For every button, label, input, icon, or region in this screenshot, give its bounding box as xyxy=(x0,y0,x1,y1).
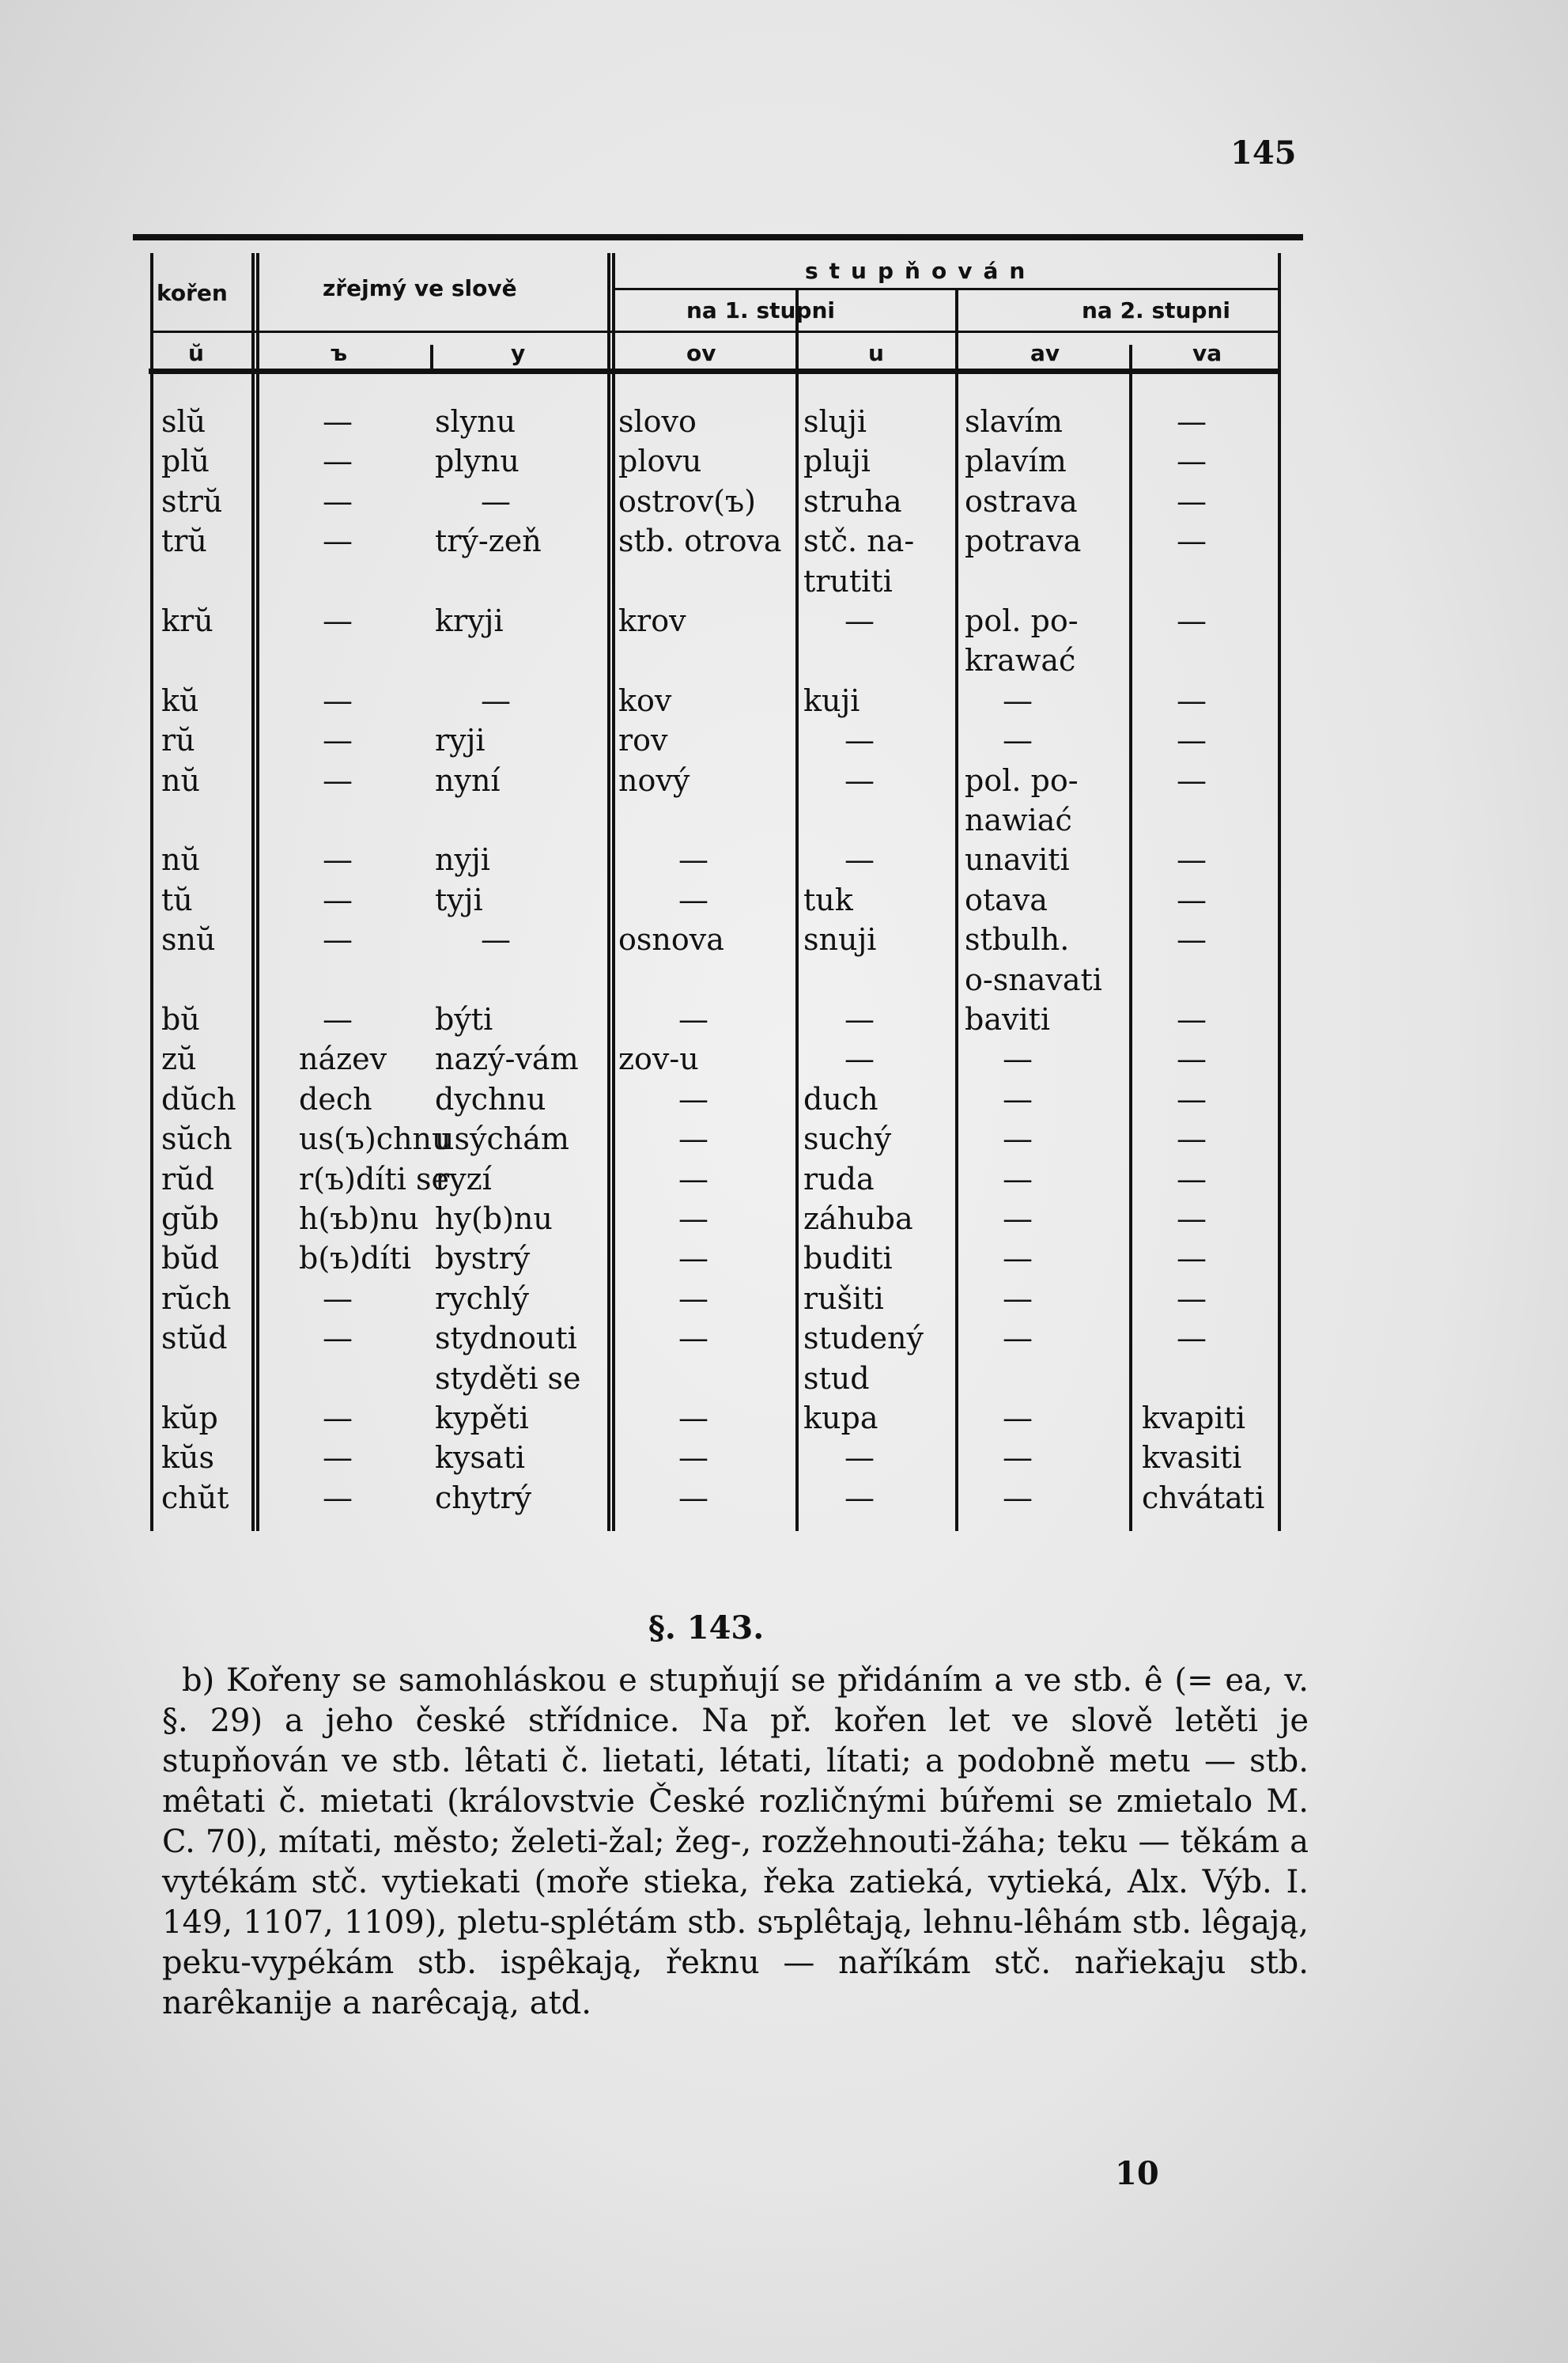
cell-va-form: — xyxy=(1177,1081,1207,1117)
cell-va-form: — xyxy=(1177,524,1207,559)
cell-root: nŭ xyxy=(161,842,200,878)
cell-y-form: usýchám xyxy=(435,1121,569,1157)
cell-u-form: suchý xyxy=(803,1121,892,1157)
cell-root: rŭch xyxy=(161,1280,232,1316)
cell-va-form: — xyxy=(1177,682,1207,718)
cell-yer: — xyxy=(323,1480,353,1515)
cell-av-form: — xyxy=(1003,1401,1033,1435)
cell-yer: h(ъb)nu xyxy=(299,1201,419,1236)
cell-av-form: — xyxy=(1003,1161,1033,1197)
cell-root: rŭd xyxy=(161,1161,214,1197)
cell-ov-form: — xyxy=(678,1480,708,1515)
cell-u-form: duch xyxy=(803,1081,878,1117)
cell-av-form: o-snavati xyxy=(965,962,1102,997)
cell-yer: — xyxy=(323,404,353,439)
cell-u-form: trutiti xyxy=(803,563,893,599)
section-title: §. 143. xyxy=(648,1609,765,1647)
cell-y-form: hy(b)nu xyxy=(435,1201,553,1236)
table-left-border xyxy=(150,253,153,1531)
table-top-rule xyxy=(133,234,1303,240)
cell-av-form: baviti xyxy=(965,1002,1051,1037)
cell-ov-form: kov xyxy=(618,682,672,718)
cell-av-form: pol. po- xyxy=(965,603,1079,638)
cell-u-form: rušiti xyxy=(803,1280,884,1316)
cell-yer: — xyxy=(323,882,353,917)
cell-y-form: slynu xyxy=(435,404,516,439)
cell-ov-form: — xyxy=(678,1002,708,1037)
cell-root: kŭs xyxy=(161,1440,215,1476)
cell-u-form: kupa xyxy=(803,1401,878,1435)
cell-yer: — xyxy=(323,1440,353,1476)
cell-av-form: — xyxy=(1003,1440,1033,1476)
cell-ov-form: plovu xyxy=(618,444,702,479)
divider-zrejmy-double xyxy=(612,253,615,1531)
cell-yer: — xyxy=(323,922,353,958)
header-line-main xyxy=(150,331,1281,333)
cell-av-form: — xyxy=(1003,1121,1033,1157)
cell-u-form: stud xyxy=(803,1360,870,1396)
cell-va-form: — xyxy=(1177,1201,1207,1236)
cell-root: bŭ xyxy=(161,1002,200,1037)
cell-yer: b(ъ)díti xyxy=(299,1241,412,1276)
cell-y-form: nazý-vám xyxy=(435,1042,579,1077)
cell-yer: — xyxy=(323,444,353,479)
divider-koren-double xyxy=(256,253,259,1531)
cell-av-form: potrava xyxy=(965,524,1082,559)
cell-av-form: — xyxy=(1003,1480,1033,1515)
cell-ov-form: — xyxy=(678,1241,708,1276)
body-paragraph xyxy=(162,1661,1309,2024)
cell-root: kŭp xyxy=(161,1401,218,1435)
cell-ov-form: — xyxy=(678,842,708,878)
cell-va-form: — xyxy=(1177,603,1207,638)
cell-yer: — xyxy=(323,762,353,798)
cell-u-form: tuk xyxy=(803,882,853,917)
cell-ov-form: slovo xyxy=(618,404,697,439)
cell-u-form: záhuba xyxy=(803,1201,913,1236)
cell-av-form: ostrava xyxy=(965,483,1078,519)
cell-root: snŭ xyxy=(161,922,216,958)
divider-na1-na2 xyxy=(955,289,958,1531)
cell-u-form: — xyxy=(844,1002,875,1037)
cell-y-form: tyji xyxy=(435,882,483,917)
cell-va-form: — xyxy=(1177,1321,1207,1356)
cell-ov-form: ostrov(ъ) xyxy=(618,483,756,519)
cell-av-form: stbulh. xyxy=(965,922,1070,958)
subheader-u: u xyxy=(868,340,884,366)
cell-y-form: nyní xyxy=(435,762,501,798)
cell-u-form: sluji xyxy=(803,404,867,439)
cell-ov-form: — xyxy=(678,1440,708,1476)
cell-ov-form: — xyxy=(678,1321,708,1356)
signature-mark: 10 xyxy=(1115,2155,1159,2192)
cell-ov-form: osnova xyxy=(618,922,724,958)
cell-av-form: — xyxy=(1003,1241,1033,1276)
cell-u-form: ruda xyxy=(803,1161,875,1197)
cell-va-form: — xyxy=(1177,882,1207,917)
page-number: 145 xyxy=(1230,134,1297,172)
cell-ov-form: — xyxy=(678,1280,708,1316)
cell-y-form: — xyxy=(481,483,511,519)
cell-av-form: — xyxy=(1003,723,1033,758)
cell-av-form: — xyxy=(1003,1321,1033,1356)
cell-root: plŭ xyxy=(161,444,210,479)
cell-yer: — xyxy=(323,842,353,878)
cell-y-form: — xyxy=(481,682,511,718)
cell-y-form: styděti se xyxy=(435,1360,581,1396)
cell-va-form: — xyxy=(1177,1042,1207,1077)
cell-u-form: buditi xyxy=(803,1241,893,1276)
subheader-av: av xyxy=(1030,340,1060,366)
header-bottom-rule xyxy=(149,369,1281,374)
subheader-koren: ŭ xyxy=(188,340,204,366)
cell-ov-form: rov xyxy=(618,723,668,758)
cell-root: chŭt xyxy=(161,1480,229,1515)
cell-va-form: — xyxy=(1177,1161,1207,1197)
subheader-va: va xyxy=(1192,340,1222,366)
cell-root: zŭ xyxy=(161,1042,197,1077)
cell-yer: dech xyxy=(299,1081,372,1117)
cell-ov-form: — xyxy=(678,1081,708,1117)
cell-root: stŭd xyxy=(161,1321,228,1356)
cell-ov-form: stb. otrova xyxy=(618,524,782,559)
cell-yer: — xyxy=(323,1002,353,1037)
root-gradation-table xyxy=(133,234,1303,1531)
cell-yer: — xyxy=(323,723,353,758)
cell-root: dŭch xyxy=(161,1081,236,1117)
cell-av-form: — xyxy=(1003,1042,1033,1077)
cell-av-form: — xyxy=(1003,1280,1033,1316)
subheader-y: y xyxy=(511,340,526,366)
divider-koren xyxy=(251,253,255,1531)
cell-va-form: — xyxy=(1177,1241,1207,1276)
cell-ov-form: nový xyxy=(618,762,690,798)
cell-ov-form: krov xyxy=(618,603,686,638)
cell-y-form: stydnouti xyxy=(435,1321,577,1356)
divider-zrejmy xyxy=(607,253,610,1531)
cell-y-form: dychnu xyxy=(435,1081,546,1117)
cell-va-form: — xyxy=(1177,483,1207,519)
cell-u-form: — xyxy=(844,762,875,798)
cell-u-form: — xyxy=(844,842,875,878)
cell-yer: — xyxy=(323,1280,353,1316)
cell-root: tŭ xyxy=(161,882,193,917)
cell-root: rŭ xyxy=(161,723,195,758)
header-na2: na 2. stupni xyxy=(1082,297,1231,323)
cell-av-form: — xyxy=(1003,682,1033,718)
cell-y-form: trý-zeň xyxy=(435,524,542,559)
divider-av-va xyxy=(1129,345,1132,1531)
cell-va-form: — xyxy=(1177,1280,1207,1316)
cell-u-form: studený xyxy=(803,1321,924,1356)
cell-root: krŭ xyxy=(161,603,213,638)
cell-av-form: — xyxy=(1003,1081,1033,1117)
cell-av-form: plavím xyxy=(965,444,1067,479)
cell-va-form: — xyxy=(1177,1121,1207,1157)
cell-y-form: kryji xyxy=(435,603,504,638)
cell-y-form: kysati xyxy=(435,1440,526,1476)
cell-u-form: struha xyxy=(803,483,902,519)
cell-ov-form: — xyxy=(678,882,708,917)
cell-y-form: kypěti xyxy=(435,1401,529,1435)
cell-u-form: — xyxy=(844,723,875,758)
cell-y-form: bystrý xyxy=(435,1241,531,1276)
header-stupnovan: stupňován xyxy=(805,258,1037,284)
cell-va-form: — xyxy=(1177,444,1207,479)
cell-av-form: nawiać xyxy=(965,803,1072,837)
cell-y-form: ryzí xyxy=(435,1161,492,1197)
cell-u-form: snuji xyxy=(803,922,877,958)
cell-root: kŭ xyxy=(161,682,199,718)
cell-root: nŭ xyxy=(161,762,200,798)
header-zrejmy: zřejmý ve slově xyxy=(323,275,517,301)
cell-root: trŭ xyxy=(161,524,207,559)
cell-ov-form: — xyxy=(678,1161,708,1197)
cell-yer: — xyxy=(323,682,353,718)
subheader-ov: ov xyxy=(686,340,716,366)
header-line-stupnovan xyxy=(612,288,1281,290)
cell-yer: název xyxy=(299,1042,387,1077)
cell-av-form: pol. po- xyxy=(965,762,1079,798)
header-na1: na 1. stupni xyxy=(686,297,836,323)
cell-av-form: slavím xyxy=(965,404,1063,439)
header-koren: kořen xyxy=(157,280,228,306)
cell-y-form: — xyxy=(481,922,511,958)
cell-u-form: pluji xyxy=(803,444,871,479)
cell-ov-form: — xyxy=(678,1201,708,1236)
cell-va-form: — xyxy=(1177,1002,1207,1037)
cell-va-form: — xyxy=(1177,762,1207,798)
cell-u-form: stč. na- xyxy=(803,524,915,559)
cell-av-form: unaviti xyxy=(965,842,1070,878)
cell-av-form: — xyxy=(1003,1201,1033,1236)
table-right-border xyxy=(1278,253,1281,1531)
divider-ov-u xyxy=(795,289,799,1531)
cell-root: gŭb xyxy=(161,1201,220,1236)
cell-ov-form: — xyxy=(678,1121,708,1157)
cell-y-form: rychlý xyxy=(435,1280,530,1316)
cell-root: slŭ xyxy=(161,404,206,439)
cell-va-form: — xyxy=(1177,922,1207,958)
cell-u-form: — xyxy=(844,603,875,638)
cell-ov-form: — xyxy=(678,1401,708,1435)
cell-yer: us(ъ)chnu xyxy=(299,1121,452,1157)
cell-y-form: ryji xyxy=(435,723,486,758)
cell-y-form: nyji xyxy=(435,842,490,878)
cell-yer: — xyxy=(323,524,353,559)
cell-u-form: — xyxy=(844,1042,875,1077)
cell-yer: — xyxy=(323,1401,353,1435)
cell-av-form: otava xyxy=(965,882,1048,917)
cell-av-form: krawać xyxy=(965,643,1076,679)
cell-ov-form: zov-u xyxy=(618,1042,699,1077)
cell-yer: r(ъ)díti se xyxy=(299,1161,449,1197)
cell-yer: — xyxy=(323,603,353,638)
cell-va-form: kvapiti xyxy=(1142,1401,1246,1435)
cell-va-form: — xyxy=(1177,723,1207,758)
cell-root: sŭch xyxy=(161,1121,232,1157)
cell-y-form: plynu xyxy=(435,444,520,479)
cell-u-form: — xyxy=(844,1480,875,1515)
cell-y-form: chytrý xyxy=(435,1480,532,1515)
cell-va-form: kvasiti xyxy=(1142,1440,1242,1476)
cell-u-form: kuji xyxy=(803,682,860,718)
cell-u-form: — xyxy=(844,1440,875,1476)
paragraph-text: b) Kořeny se samohláskou e stupňují se přidáním a ve stb. ê (= ea, v. §. 29) a jeho české střídnice. Na př. kořen let ve slově letěti je stupňován ve stb. lêtati č. lietati, létati, lítati; a podobně metu — stb. mêtati č. mietati (královstvie České rozličnými búřemi se zmietalo M. C. 70), mítati, město; želeti-žal; žeg-, rozžehnouti-žáha; teku — těkám a vytékám stč. vytiekati (moře stieka, řeka zatieká, vytieká, Alx. Výb. I. 149, 1107, 1109), pletu-splétám stb. sъplêtają, lehnu-lêhám stb. lêgają, peku-vypékám stb. ispêkają, řeknu — naříkám stč. nařiekaju stb. narêkanije a narêcają, atd. xyxy=(162,1662,1309,2021)
cell-yer: — xyxy=(323,1321,353,1356)
cell-y-form: býti xyxy=(435,1002,493,1037)
cell-va-form: — xyxy=(1177,404,1207,439)
cell-yer: — xyxy=(323,483,353,519)
cell-va-form: — xyxy=(1177,842,1207,878)
cell-root: strŭ xyxy=(161,483,223,519)
cell-va-form: chvátati xyxy=(1142,1480,1265,1515)
cell-root: bŭd xyxy=(161,1241,220,1276)
subheader-yer: ъ xyxy=(331,340,348,366)
